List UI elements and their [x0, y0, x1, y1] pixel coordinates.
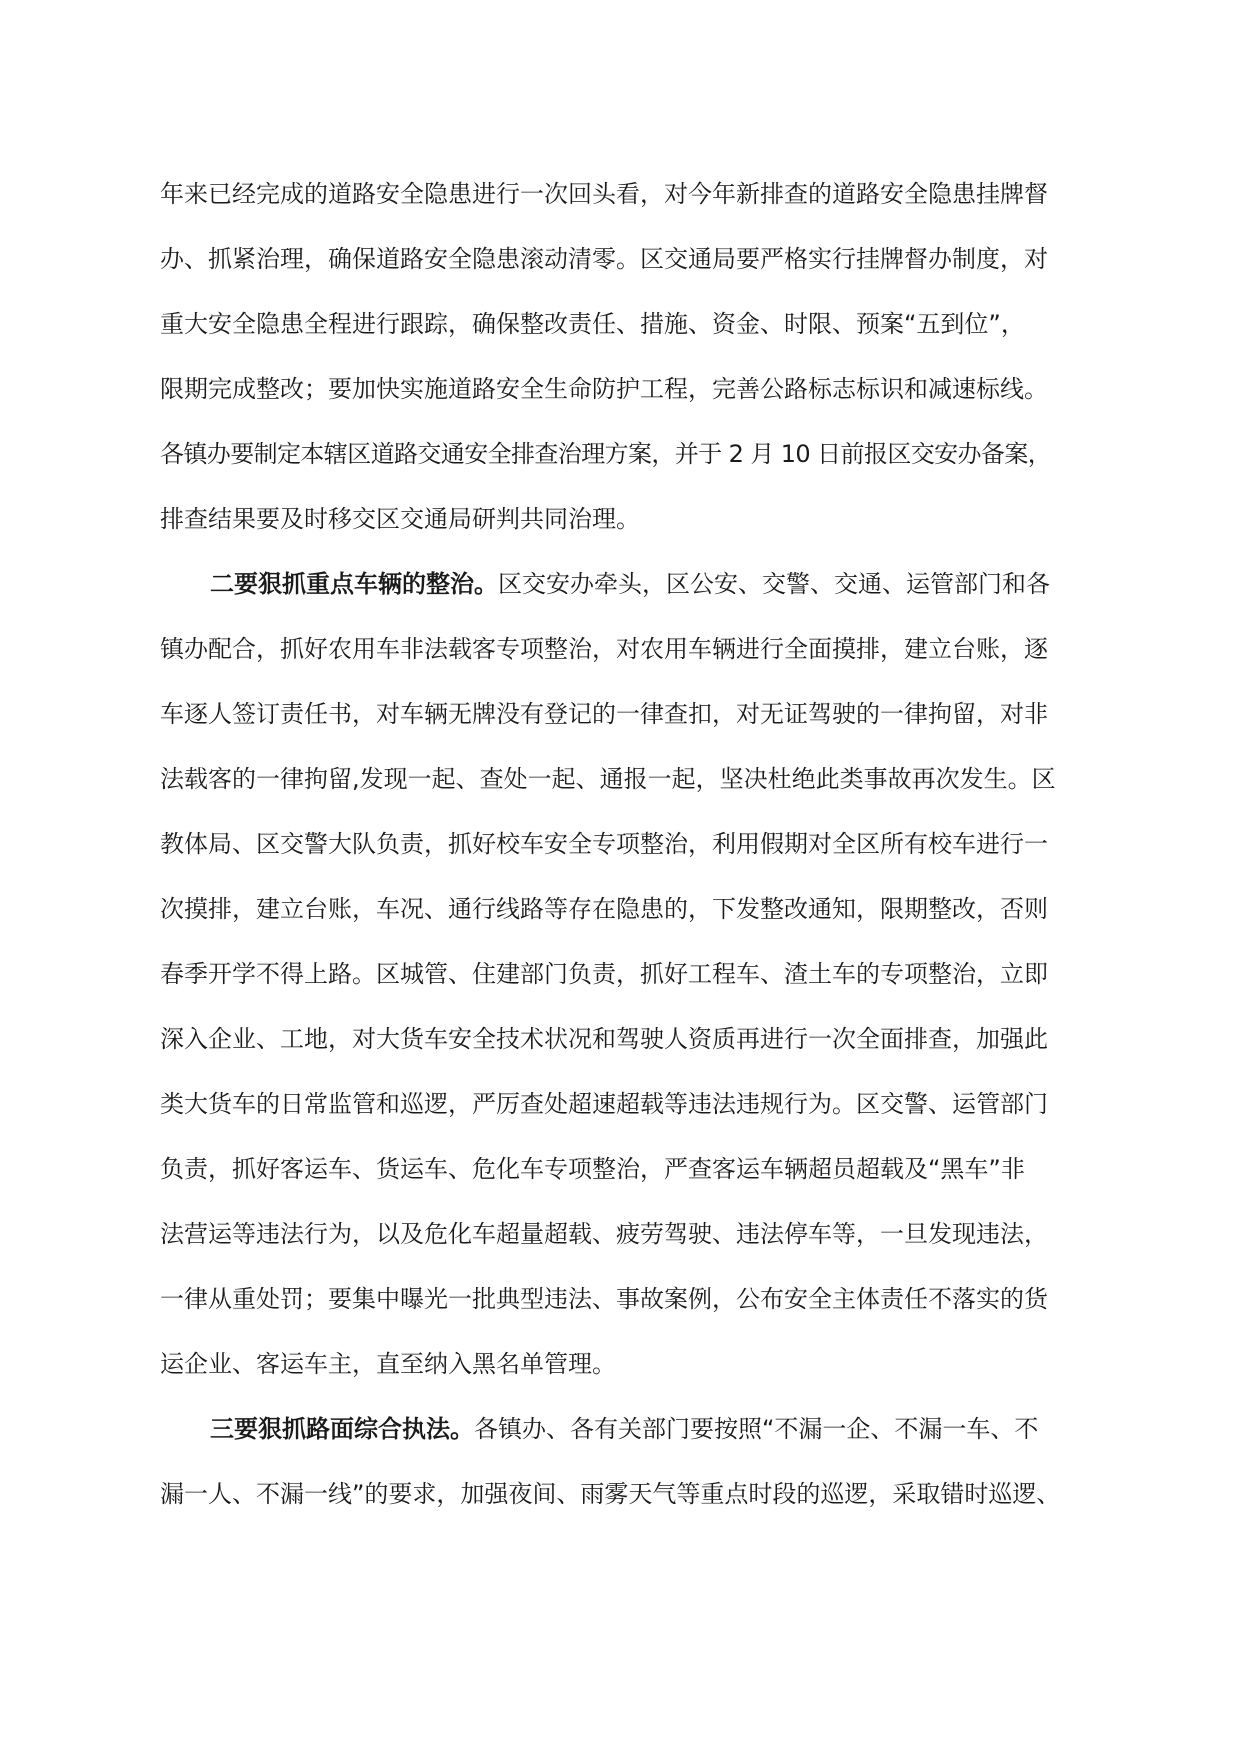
text-line: 办、抓紧治理，确保道路安全隐患滚动清零。区交通局要严格实行挂牌督办制度，对 [160, 245, 1048, 273]
text-line: 教体局、区交警大队负责，抓好校车安全专项整治，利用假期对全区所有校车进行一 [160, 830, 1048, 858]
text-line: 运企业、客运车主，直至纳入黑名单管理。 [160, 1350, 616, 1378]
text-line: 一律从重处罚；要集中曝光一批典型违法、事故案例，公布安全主体责任不落实的货 [160, 1285, 1048, 1313]
text-line: 镇办配合，抓好农用车非法载客专项整治，对农用车辆进行全面摸排，建立台账，逐 [160, 635, 1048, 663]
text-line: 车逐人签订责任书，对车辆无牌没有登记的一律查扣，对无证驾驶的一律拘留，对非 [160, 700, 1048, 728]
text-line: 深入企业、工地，对大货车安全技术状况和驾驶人资质再进行一次全面排查，加强此 [160, 1025, 1048, 1053]
paragraph-3 [160, 1397, 1110, 1527]
text-line: 春季开学不得上路。区城管、住建部门负责，抓好工程车、渣土车的专项整治，立即 [160, 960, 1048, 988]
paragraph-1 [160, 162, 1110, 552]
text-line: 次摸排，建立台账，车况、通行线路等存在隐患的，下发整改通知，限期整改，否则 [160, 895, 1048, 923]
paragraph-2 [160, 552, 1110, 1397]
text-run: 区交安办牵头，区公安、交警、交通、运管部门和各 [498, 570, 1050, 598]
text-line: 法载客的一律拘留,发现一起、查处一起、通报一起，坚决杜绝此类事故再次发生。区 [160, 765, 1056, 793]
text-line: 类大货车的日常监管和巡逻，严厉查处超速超载等违法违规行为。区交警、运管部门 [160, 1090, 1048, 1118]
section-heading: 二要狠抓重点车辆的整治。 [210, 570, 498, 598]
text-line: 各镇办要制定本辖区道路交通安全排查治理方案，并于 2 月 10 日前报区交安办备案， [160, 440, 1052, 468]
text-line: 年来已经完成的道路安全隐患进行一次回头看，对今年新排查的道路安全隐患挂牌督 [160, 180, 1048, 208]
text-line: 限期完成整改；要加快实施道路安全生命防护工程，完善公路标志标识和减速标线。 [160, 375, 1048, 403]
text-line-first [160, 1397, 1110, 1462]
text-line: 排查结果要及时移交区交通局研判共同治理。 [160, 505, 640, 533]
text-line: 重大安全隐患全程进行跟踪，确保整改责任、措施、资金、时限、预案“五到位”， [160, 310, 1025, 338]
text-line: 负责，抓好客运车、货运车、危化车专项整治，严查客运车辆超员超载及“黑车”非 [160, 1155, 1025, 1183]
section-heading: 三要狠抓路面综合执法。 [210, 1415, 474, 1443]
document-body [160, 162, 1110, 1527]
text-run: 各镇办、各有关部门要按照“不漏一企、不漏一车、不 [474, 1415, 1039, 1443]
text-line-first [160, 552, 1110, 617]
text-line: 漏一人、不漏一线”的要求，加强夜间、雨雾天气等重点时段的巡逻，采取错时巡逻、 [160, 1480, 1061, 1508]
text-line: 法营运等违法行为，以及危化车超量超载、疲劳驾驶、违法停车等，一旦发现违法， [160, 1220, 1048, 1248]
